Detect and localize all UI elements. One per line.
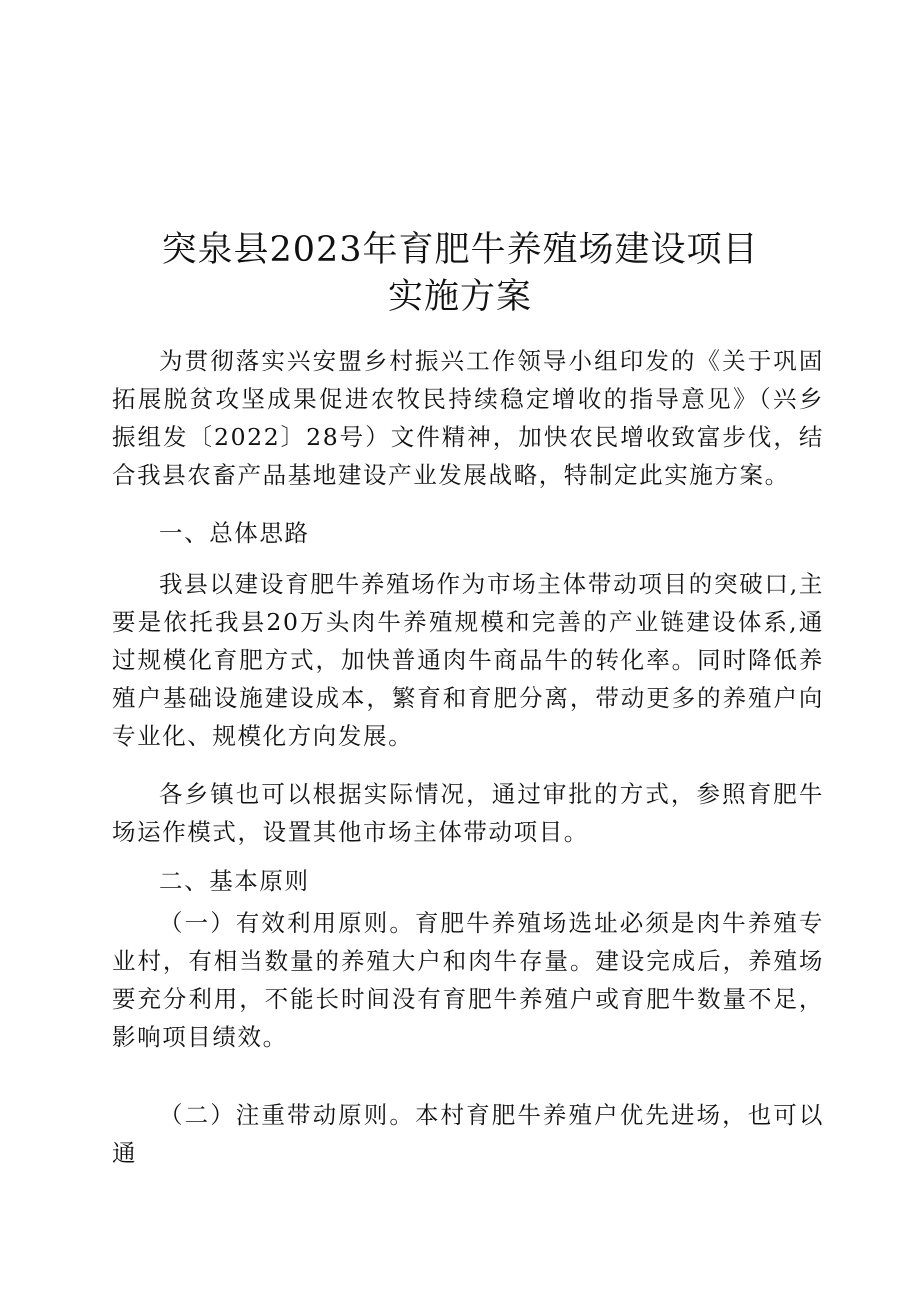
- intro-paragraph: 为贯彻落实兴安盟乡村振兴工作领导小组印发的《关于巩固拓展脱贫攻坚成果促进农牧民持续稳定增收的指导意见》（兴乡振组发〔2022〕28号）文件精神，加快农民增收致富步伐，结合我县农畜产品基地建设产业发展战略，特制定此实施方案。: [112, 347, 824, 489]
- document-title-line1: 突泉县2023年育肥牛养殖场建设项目: [161, 230, 759, 271]
- principle-2-paragraph: （二）注重带动原则。本村育肥牛养殖户优先进场，也可以通: [112, 1101, 824, 1167]
- section1-paragraph-1: 我县以建设育肥牛养殖场作为市场主体带动项目的突破口,主要是依托我县20万头肉牛养殖规模和完善的产业链建设体系,通过规模化育肥方式，加快普通肉牛商品牛的转化率。同时降低养殖户基础设施建设成本，繁育和育肥分离，带动更多的养殖户向专业化、规模化方向发展。: [112, 570, 824, 750]
- principle-1-paragraph: （一）有效利用原则。育肥牛养殖场选址必须是肉牛养殖专业村，有相当数量的养殖大户和肉牛存量。建设完成后，养殖场要充分利用，不能长时间没有育肥牛养殖户或育肥牛数量不足，影响项目绩效。: [112, 909, 824, 1051]
- section1-heading: 一、总体思路: [159, 519, 310, 547]
- section1-paragraph-2: 各乡镇也可以根据实际情况，通过审批的方式，参照育肥牛场运作模式，设置其他市场主体带动项目。: [112, 780, 824, 846]
- document-title-line2: 实施方案: [387, 277, 532, 318]
- section2-heading: 二、基本原则: [159, 867, 310, 895]
